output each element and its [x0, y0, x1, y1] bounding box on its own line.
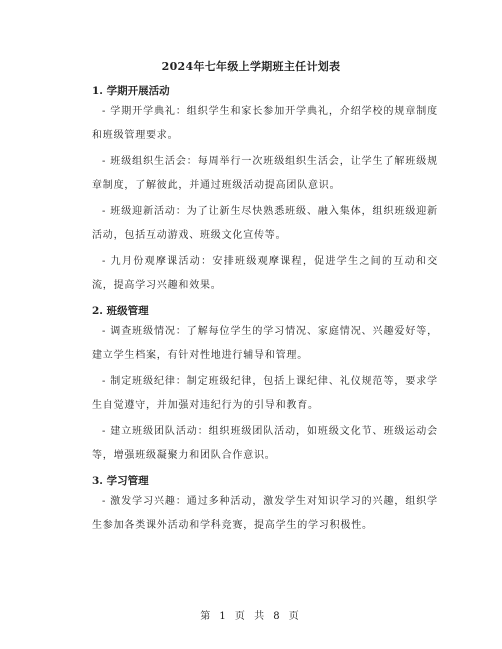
document-title: 2024年七年级上学期班主任计划表: [161, 60, 341, 73]
page-footer: 第 1 页 共 8 页: [200, 611, 302, 622]
paragraph: - 建立班级团队活动：组织班级团队活动，如班级文化节、班级运动会等，增强班级凝聚力和团队合作意识。: [92, 426, 438, 461]
paragraph: - 九月份观摩课活动：安排班级观摩课程，促进学生之间的互动和交流，提高学习兴趣和效果。: [92, 256, 438, 291]
paragraph: - 制定班级纪律：制定班级纪律，包括上课纪律、礼仪规范等，要求学生自觉遵守，并加强对违纪行为的引导和教育。: [92, 376, 438, 411]
section-activities: [92, 82, 438, 298]
paragraph: - 学期开学典礼：组织学生和家长参加开学典礼，介绍学校的规章制度和班级管理要求。: [92, 106, 438, 141]
document-body: [92, 82, 438, 540]
section-heading: 3. 学习管理: [92, 475, 149, 487]
section-heading: 2. 班级管理: [92, 305, 149, 317]
paragraph: - 班级组织生活会：每周举行一次班级组织生活会，让学生了解班级规章制度，了解彼此，并通过班级活动提高团队意识。: [92, 156, 438, 191]
paragraph: - 调查班级情况：了解每位学生的学习情况、家庭情况、兴趣爱好等，建立学生档案，有针对性地进行辅导和管理。: [92, 326, 438, 361]
section-study-management: [92, 472, 438, 538]
paragraph: - 班级迎新活动：为了让新生尽快熟悉班级、融入集体，组织班级迎新活动，包括互动游戏、班级文化宣传等。: [92, 206, 438, 241]
section-heading: 1. 学期开展活动: [92, 85, 170, 97]
paragraph: - 激发学习兴趣：通过多种活动，激发学生对知识学习的兴趣，组织学生参加各类课外活动和学科竞赛，提高学生的学习积极性。: [92, 496, 438, 531]
section-class-management: [92, 302, 438, 468]
